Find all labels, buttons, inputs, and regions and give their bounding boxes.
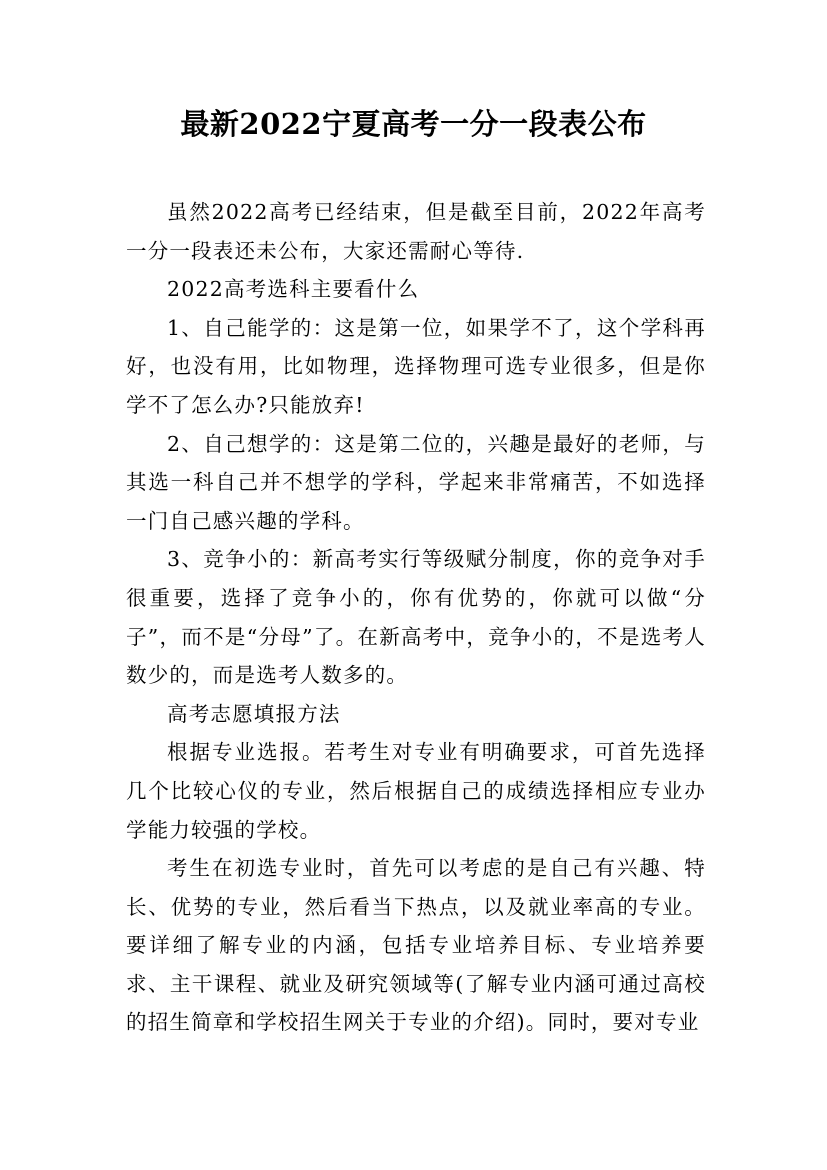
section-heading-subject-selection: 2022高考选科主要看什么 <box>167 277 420 302</box>
point-paragraph-1: 1、自己能学的：这是第一位，如果学不了，这个学科再好，也没有用，比如物理，选择物理可选专业很多，但是你学不了怎么办?只能放弃! <box>126 315 706 417</box>
method-paragraph-1: 根据专业选报。若考生对专业有明确要求，可首先选择几个比较心仪的专业，然后根据自己的成绩选择相应专业办学能力较强的学校。 <box>126 740 706 842</box>
section-heading-application-method: 高考志愿填报方法 <box>167 701 341 726</box>
point-paragraph-3: 3、竞争小的：新高考实行等级赋分制度，你的竞争对手很重要，选择了竞争小的，你有优势的，你就可以做“分子”，而不是“分母”了。在新高考中，竞争小的，不是选考人数少的，而是选考人数多的。 <box>126 547 706 688</box>
point-paragraph-2: 2、自己想学的：这是第二位的，兴趣是最好的老师，与其选一科自己并不想学的学科，学起来非常痛苦，不如选择一门自己感兴趣的学科。 <box>126 431 706 533</box>
document-title: 最新2022宁夏高考一分一段表公布 <box>180 107 647 141</box>
intro-paragraph: 虽然2022高考已经结束，但是截至目前，2022年高考一分一段表还未公布，大家还需耐心等待. <box>126 200 706 263</box>
document-body <box>126 193 706 1042</box>
method-paragraph-2: 考生在初选专业时，首先可以考虑的是自己有兴趣、特长、优势的专业，然后看当下热点，以及就业率高的专业。要详细了解专业的内涵，包括专业培养目标、专业培养要求、主干课程、就业及研究领域等(了解专业内涵可通过高校的招生简章和学校招生网关于专业的介绍)。同时，要对专业 <box>126 856 706 1035</box>
